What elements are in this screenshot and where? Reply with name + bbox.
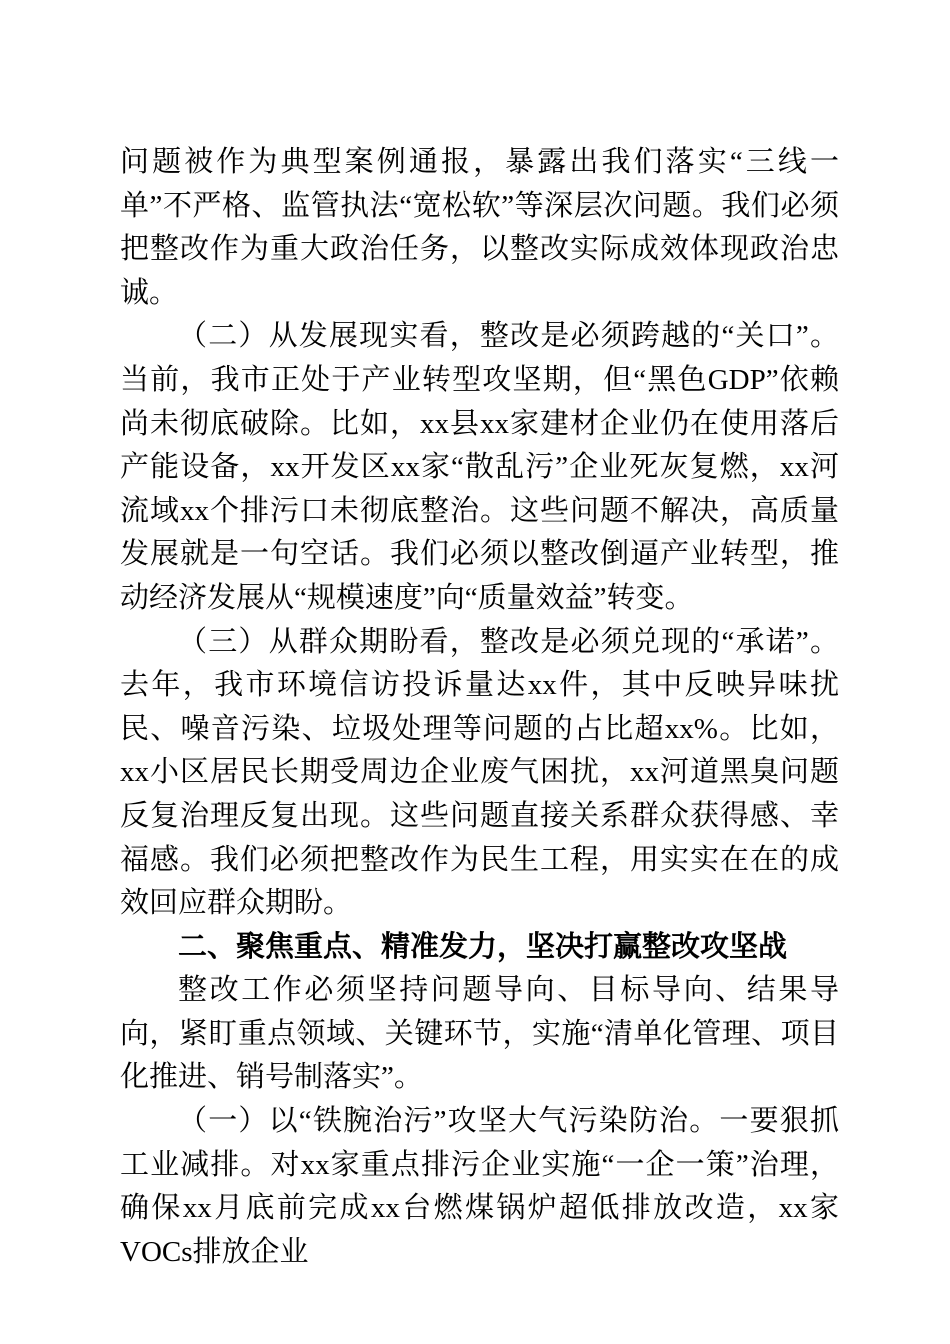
paragraph-point-two: （二）从发展现实看，整改是必须跨越的“关口”。当前，我市正处于产业转型攻坚期，但“黑色GDP”依赖尚未彻底破除。比如，xx县xx家建材企业仍在使用落后产能设备，xx开发区xx家“散乱污”企业死灰复燃，xx河流域xx个排污口未彻底整治。这些问题不解决，高质量发展就是一句空话。我们必须以整改倒逼产业转型，推动经济发展从“规模速度”向“质量效益”转变。 [120,320,839,614]
paragraph-point-one-air-pollution: （一）以“铁腕治污”攻坚大气污染防治。一要狠抓工业减排。对xx家重点排污企业实施“一企一策”治理，确保xx月底前完成xx台燃煤锅炉超低排放改造，xx家VOCs排放企业 [120,1105,839,1268]
paragraph-continuation: 问题被作为典型案例通报，暴露出我们落实“三线一单”不严格、监管执法“宽松软”等深层次问题。我们必须把整改作为重大政治任务，以整改实际成效体现政治忠诚。 [120,146,839,309]
paragraph-section-intro: 整改工作必须坚持问题导向、目标导向、结果导向，紧盯重点领域、关键环节，实施“清单化管理、项目化推进、销号制落实”。 [120,974,839,1094]
section-heading: 二、聚焦重点、精准发力，坚决打赢整改攻坚战 [178,930,788,963]
paragraph-point-three: （三）从群众期盼看，整改是必须兑现的“承诺”。去年，我市环境信访投诉量达xx件，其中反映异味扰民、噪音污染、垃圾处理等问题的占比超xx%。比如，xx小区居民长期受周边企业废气困扰，xx河道黑臭问题反复治理反复出现。这些问题直接关系群众获得感、幸福感。我们必须把整改作为民生工程，用实实在在的成效回应群众期盼。 [120,625,839,920]
document-body [120,141,839,1274]
